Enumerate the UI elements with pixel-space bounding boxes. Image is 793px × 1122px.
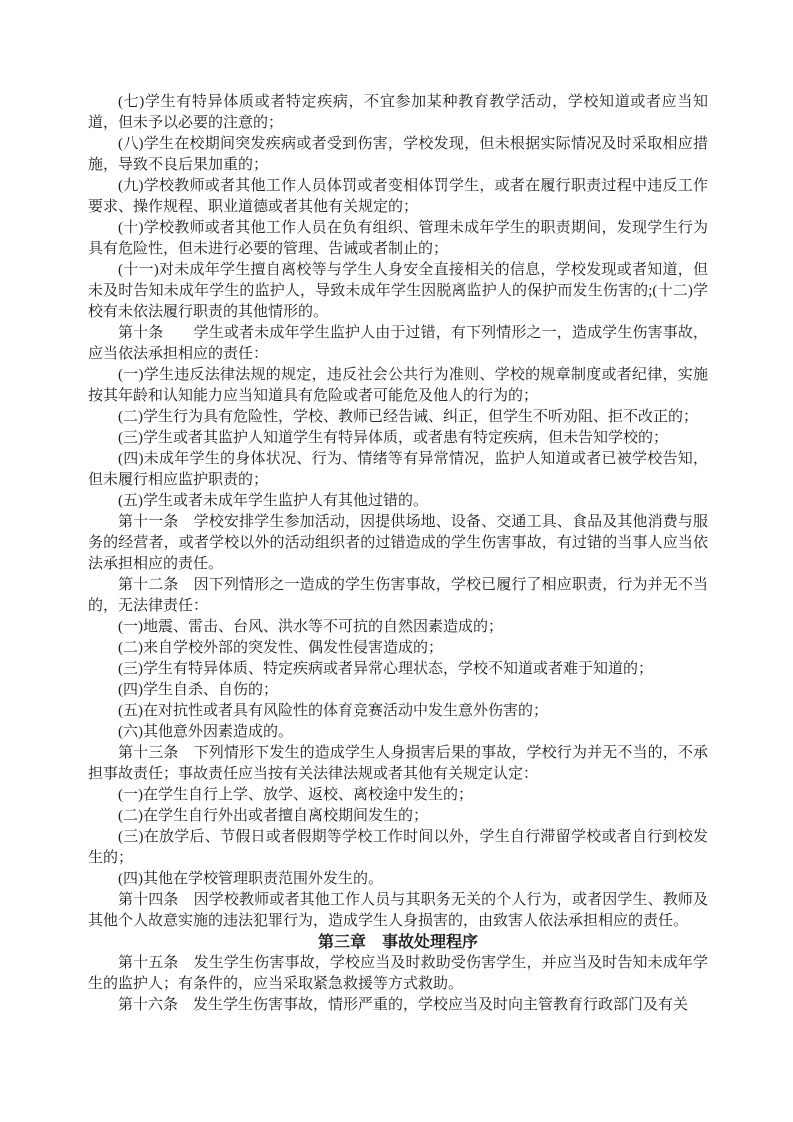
paragraph: (三)学生有特异体质、特定疾病或者异常心理状态，学校不知道或者难于知道的； — [118, 661, 653, 677]
paragraph: (七)学生有特异体质或者特定疾病，不宜参加某种教育教学活动，学校知道或者应当知道，但未予以必要的注意的； — [88, 94, 708, 131]
paragraph: (二)在学生自行外出或者擅自离校期间发生的； — [118, 808, 428, 824]
paragraph: (四)学生自杀、自伤的； — [118, 682, 278, 698]
paragraph: (九)学校教师或者其他工作人员体罚或者变相体罚学生，或者在履行职责过程中违反工作要求、操作规程、职业道德或者其他有关规定的； — [88, 178, 708, 215]
paragraph: 第十四条 因学校教师或者其他工作人员与其职务无关的个人行为，或者因学生、教师及其他个人故意实施的违法犯罪行为，造成学生人身损害的，由致害人依法承担相应的责任。 — [88, 892, 708, 929]
paragraph: 第十二条 因下列情形之一造成的学生伤害事故，学校已履行了相应职责，行为并无不当的，无法律责任： — [88, 577, 708, 614]
paragraph: 第十一条 学校安排学生参加活动，因提供场地、设备、交通工具、食品及其他消费与服务的经营者，或者学校以外的活动组织者的过错造成的学生伤害事故，有过错的当事人应当依法承担相应的责任。 — [88, 514, 708, 572]
paragraph: (一)学生违反法律法规的规定，违反社会公共行为准则、学校的规章制度或者纪律，实施按其年龄和认知能力应当知道具有危险或者可能危及他人的行为的； — [88, 367, 708, 404]
paragraph: 第十五条 发生学生伤害事故，学校应当及时救助受伤害学生，并应当及时告知未成年学生的监护人；有条件的，应当采取紧急救援等方式救助。 — [88, 955, 708, 992]
paragraph: (五)在对抗性或者具有风险性的体育竞赛活动中发生意外伤害的； — [118, 703, 548, 719]
paragraph: (二)来自学校外部的突发性、偶发性侵害造成的； — [118, 640, 443, 656]
chapter-heading: 第三章 事故处理程序 — [317, 934, 478, 951]
paragraph: 第十三条 下列情形下发生的造成学生人身损害后果的事故，学校行为并无不当的，不承担事故责任；事故责任应当按有关法律法规或者其他有关规定认定： — [88, 745, 708, 782]
paragraph: (四)未成年学生的身体状况、行为、情绪等有异常情况，监护人知道或者已被学校告知，但未履行相应监护职责的； — [88, 451, 708, 488]
paragraph: (八)学生在校期间突发疾病或者受到伤害，学校发现，但未根据实际情况及时采取相应措施，导致不良后果加重的； — [88, 136, 708, 173]
paragraph: (十一)对未成年学生擅自离校等与学生人身安全直接相关的信息，学校发现或者知道，但未及时告知未成年学生的监护人，导致未成年学生因脱离监护人的保护而发生伤害的;(十二)学校有未依法履行职责的其他情形的。 — [88, 262, 708, 320]
document-body — [88, 92, 708, 1016]
paragraph: (十)学校教师或者其他工作人员在负有组织、管理未成年学生的职责期间，发现学生行为具有危险性，但未进行必要的管理、告诫或者制止的； — [88, 220, 708, 257]
paragraph: (一)在学生自行上学、放学、返校、离校途中发生的； — [118, 787, 473, 803]
paragraph: (一)地震、雷击、台风、洪水等不可抗的自然因素造成的； — [118, 619, 503, 635]
paragraph: (五)学生或者未成年学生监护人有其他过错的。 — [118, 493, 428, 509]
paragraph: 第十条 学生或者未成年学生监护人由于过错，有下列情形之一，造成学生伤害事故，应当依法承担相应的责任： — [88, 325, 708, 362]
paragraph: (二)学生行为具有危险性，学校、教师已经告诫、纠正，但学生不听劝阻、拒不改正的； — [118, 409, 698, 425]
paragraph: 第十六条 发生学生伤害事故，情形严重的，学校应当及时向主管教育行政部门及有关 — [118, 997, 689, 1013]
paragraph: (六)其他意外因素造成的。 — [118, 724, 293, 740]
paragraph: (三)学生或者其监护人知道学生有特异体质，或者患有特定疾病，但未告知学校的； — [118, 430, 668, 446]
paragraph: (四)其他在学校管理职责范围外发生的。 — [118, 871, 383, 887]
paragraph: (三)在放学后、节假日或者假期等学校工作时间以外，学生自行滞留学校或者自行到校发生的； — [88, 829, 708, 866]
